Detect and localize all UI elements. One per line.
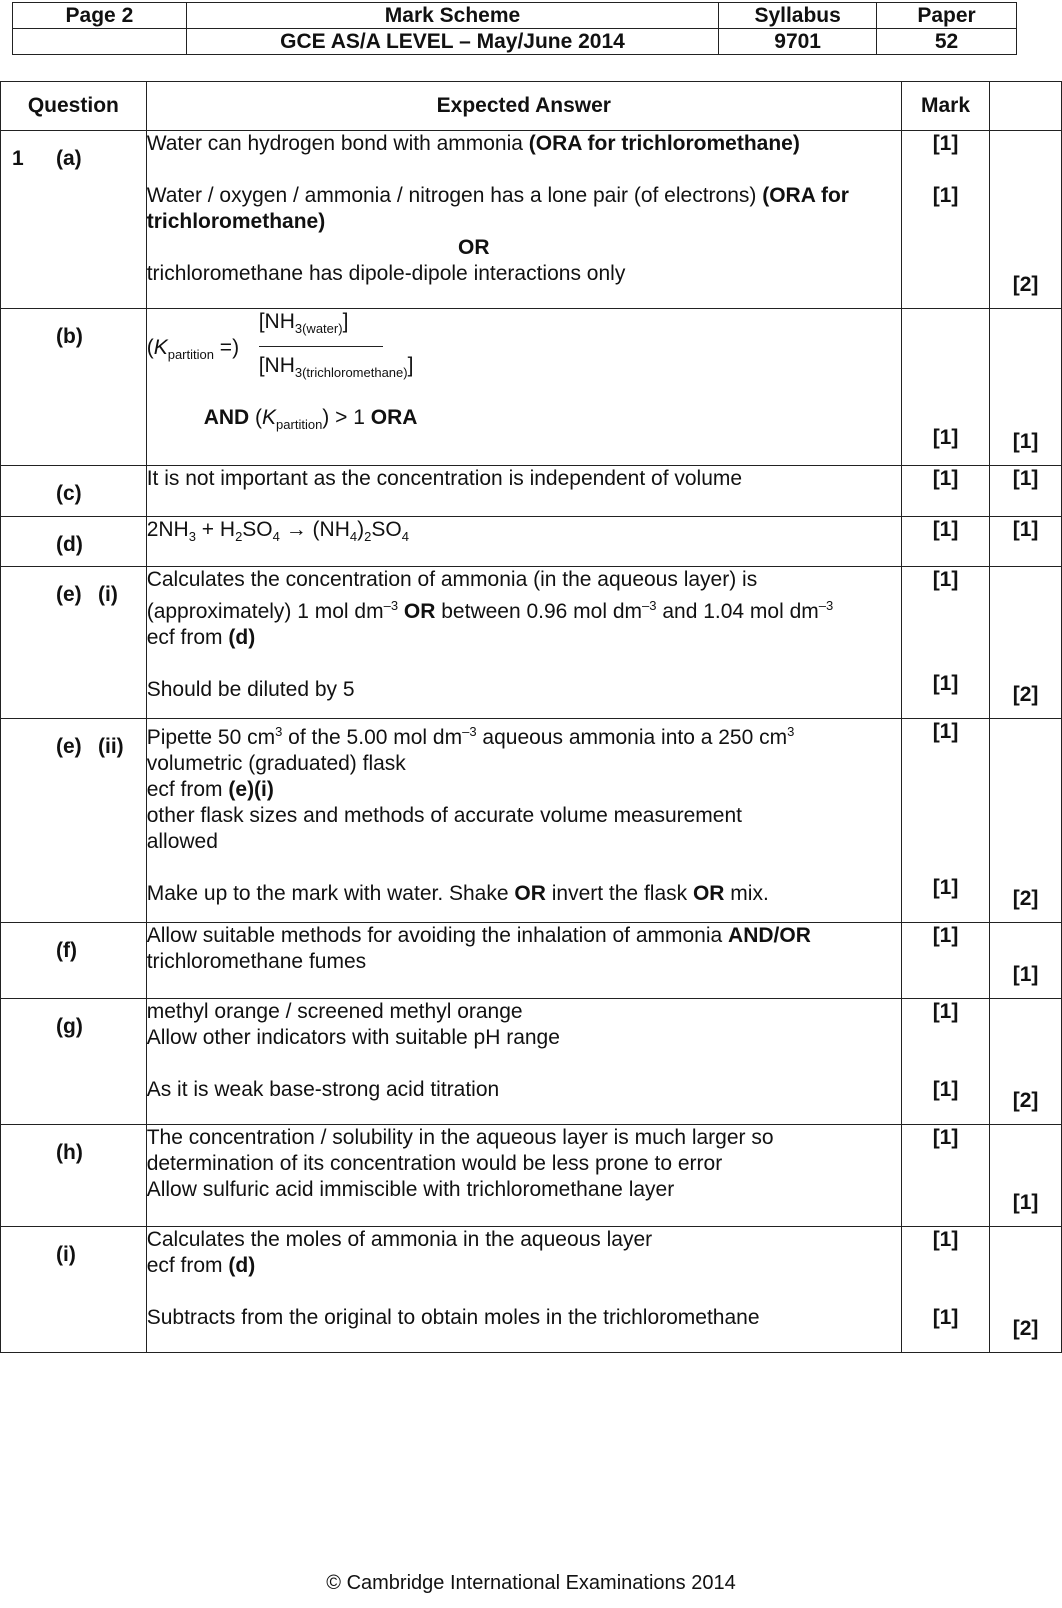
mark-cell: [1] [1] (901, 131, 989, 309)
answer-cell (146, 1227, 901, 1353)
answer-line: The concentration / solubility in the aqueous layer is much larger so (146, 1126, 774, 1149)
answer-line: ecf from (e)(i) (146, 778, 274, 801)
question-cell (1, 719, 147, 923)
answer-cell (146, 567, 901, 719)
mark-cell: [1] (901, 1125, 989, 1227)
total-column-header (990, 82, 1062, 131)
header-row-values (13, 29, 1017, 55)
answer-line: Pipette 50 $cm^3$ of the 5.00 mol $dm^{-3}$ aqueous ammonia into a 250 $cm^3$ (146, 724, 795, 749)
question-column-header: Question (1, 82, 147, 131)
answer-line: Should be diluted by 5 (146, 678, 355, 701)
mark-cell: [1] [1] (901, 719, 989, 923)
question-part: (e) (56, 583, 82, 606)
answer-line: other flask sizes and methods of accurate volume measurement (146, 804, 742, 827)
answer-line: Water can hydrogen bond with ammonia (ORA for trichloromethane) (146, 132, 800, 155)
answer-line: Allow other indicators with suitable pH range (146, 1026, 560, 1049)
question-cell (1, 567, 147, 719)
question-subpart: (ii) (98, 735, 124, 758)
mark-cell: [1] (901, 309, 989, 466)
header-table (12, 2, 1017, 55)
question-number: 1 (12, 147, 24, 170)
chemical-equation: $2NH_3 + H_2SO_4 \to (NH_4)_2SO_4$ (146, 518, 409, 545)
table-row (1, 923, 1062, 999)
answer-cell (146, 999, 901, 1125)
partition-condition: AND $(K_{partition}) > 1$ ORA (203, 406, 418, 433)
partition-fraction (146, 309, 901, 433)
page-label: Page 2 (13, 3, 187, 29)
answer-cell (146, 517, 901, 567)
header-row-labels (13, 3, 1017, 29)
question-part: (i) (56, 1243, 76, 1266)
partition-symbol: ($K_{partition}$ =) (146, 336, 240, 363)
total-mark-cell: [1] (990, 517, 1062, 567)
doc-title-label: Mark Scheme (186, 3, 718, 29)
question-cell (1, 1227, 147, 1353)
paper-label: Paper (877, 3, 1017, 29)
syllabus-label: Syllabus (719, 3, 877, 29)
question-part: (e) (56, 735, 82, 758)
answer-cell (146, 923, 901, 999)
table-row (1, 999, 1062, 1125)
answer-line: trichloromethane has dipole-dipole interactions only (146, 262, 626, 285)
syllabus-code: 9701 (719, 29, 877, 55)
total-mark-cell: [2] (990, 1227, 1062, 1353)
question-part: (g) (56, 1015, 83, 1038)
answer-cell (146, 466, 901, 517)
header-empty-cell (13, 29, 187, 55)
mark-cell: [1] (901, 923, 989, 999)
answer-line: Calculates the moles of ammonia in the aqueous layer (146, 1228, 653, 1251)
question-part: (d) (56, 533, 83, 556)
mark-cell: [1] [1] (901, 999, 989, 1125)
answer-line: It is not important as the concentration is independent of volume (146, 467, 743, 490)
total-mark-cell: [2] (990, 999, 1062, 1125)
table-row (1, 309, 1062, 466)
table-header-row (1, 82, 1062, 131)
mark-cell: [1] (901, 517, 989, 567)
answer-line: Calculates the concentration of ammonia (in the aqueous layer) is (146, 568, 758, 591)
total-mark-cell: [2] (990, 719, 1062, 923)
fraction-numerator: $[NH_{3(water)}]$ (258, 310, 349, 337)
or-divider: OR (458, 236, 490, 259)
answer-cell (146, 719, 901, 923)
question-part: (f) (56, 939, 77, 962)
question-cell (1, 999, 147, 1125)
answer-line: Make up to the mark with water. Shake OR invert the flask OR mix. (146, 882, 769, 905)
table-row (1, 1227, 1062, 1353)
fraction-denominator: $[NH_{3(trichloromethane)}]$ (258, 354, 414, 381)
answer-line: trichloromethane fumes (146, 950, 367, 973)
table-row (1, 131, 1062, 309)
answer-cell (146, 131, 901, 309)
answer-line: Allow sulfuric acid immiscible with trichloromethane layer (146, 1178, 675, 1201)
answer-line: (approximately) 1 mol $dm^{-3}$ OR between 0.96 mol $dm^{-3}$ and 1.04 mol $dm^{-3}$ (146, 598, 834, 623)
answer-cell (146, 1125, 901, 1227)
paper-number: 52 (877, 29, 1017, 55)
table-row (1, 719, 1062, 923)
mark-cell: [1] [1] (901, 1227, 989, 1353)
mark-cell: [1] [1] (901, 567, 989, 719)
answer-line: Subtracts from the original to obtain moles in the trichloromethane (146, 1306, 760, 1329)
answer-line: determination of its concentration would be less prone to error (146, 1152, 723, 1175)
mark-scheme-table (0, 81, 1062, 1353)
answer-line: volumetric (graduated) flask (146, 752, 406, 775)
total-mark-cell: [1] (990, 466, 1062, 517)
table-row (1, 466, 1062, 517)
question-cell (1, 466, 147, 517)
fraction-bar (259, 346, 383, 347)
question-cell (1, 517, 147, 567)
exam-title: GCE AS/A LEVEL – May/June 2014 (186, 29, 718, 55)
mark-cell: [1] (901, 466, 989, 517)
question-part: (a) (56, 147, 82, 170)
table-row (1, 1125, 1062, 1227)
table-row (1, 567, 1062, 719)
answer-line: Allow suitable methods for avoiding the inhalation of ammonia AND/OR (146, 924, 811, 947)
answer-line: ecf from (d) (146, 1254, 256, 1277)
answer-column-header: Expected Answer (146, 82, 901, 131)
answer-line: allowed (146, 830, 218, 853)
answer-line: As it is weak base-strong acid titration (146, 1078, 500, 1101)
total-mark-cell: [2] (990, 567, 1062, 719)
question-part: (h) (56, 1141, 83, 1164)
total-mark-cell: [1] (990, 923, 1062, 999)
question-cell (1, 309, 147, 466)
question-subpart: (i) (98, 583, 118, 606)
question-part: (c) (56, 482, 82, 505)
answer-line: methyl orange / screened methyl orange (146, 1000, 523, 1023)
copyright-footer: © Cambridge International Examinations 2014 (326, 1572, 736, 1594)
question-part: (b) (56, 325, 83, 348)
table-row (1, 517, 1062, 567)
question-cell (1, 923, 147, 999)
total-mark-cell: [1] (990, 309, 1062, 466)
mark-column-header: Mark (901, 82, 989, 131)
total-mark-cell: [2] (990, 131, 1062, 309)
question-cell (1, 131, 147, 309)
total-mark-cell: [1] (990, 1125, 1062, 1227)
answer-line: Water / oxygen / ammonia / nitrogen has a lone pair (of electrons) (ORA for trichloromethane) (146, 184, 849, 233)
question-cell (1, 1125, 147, 1227)
answer-line: ecf from (d) (146, 626, 256, 649)
answer-cell (146, 309, 901, 466)
